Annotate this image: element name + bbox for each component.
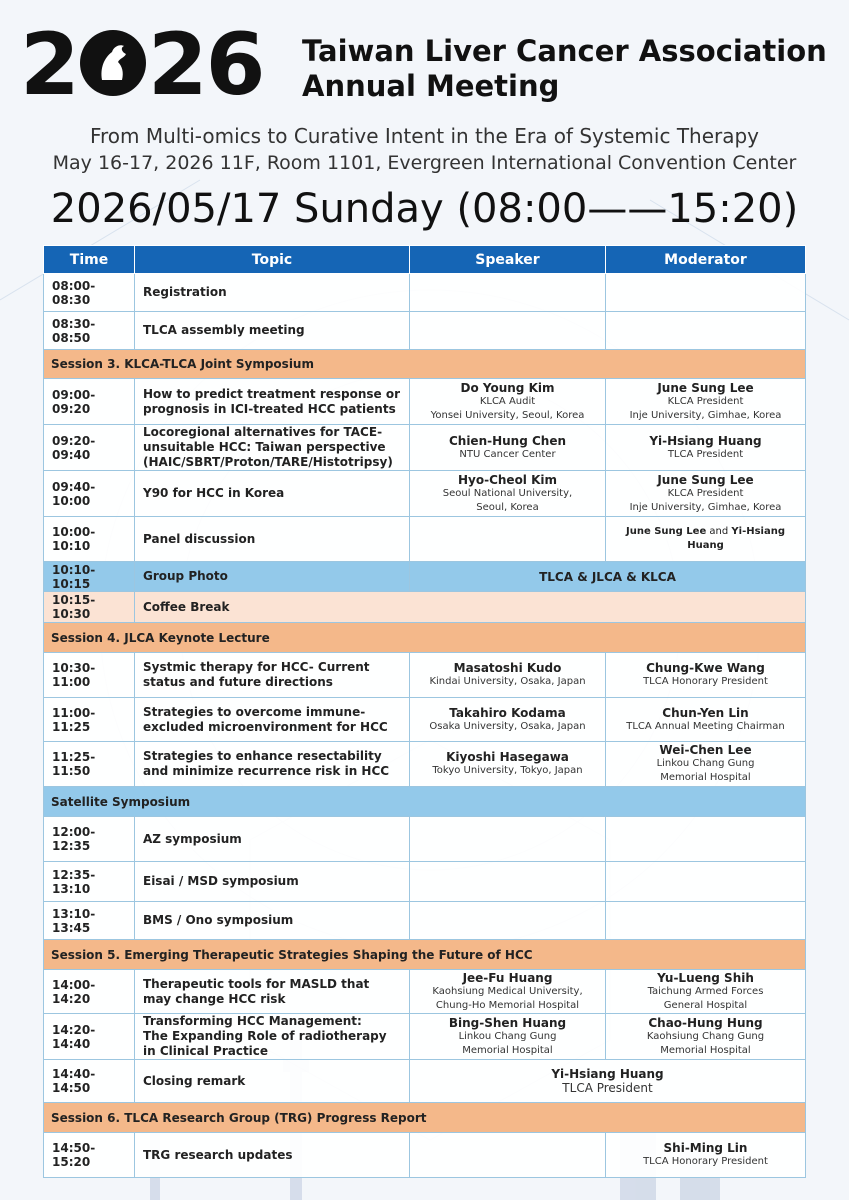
moderator-name: Yu-Lueng Shih	[657, 970, 754, 985]
moderator-affiliation: Taichung Armed Forces	[647, 985, 764, 997]
year-digit-right: 26	[147, 15, 264, 115]
horse-logo-icon	[80, 30, 146, 96]
row-moderator	[606, 471, 806, 517]
moderator-affiliation: KLCA President	[667, 487, 744, 499]
row-speaker	[410, 1014, 606, 1060]
speaker-name: Bing-Shen Huang	[448, 1015, 567, 1030]
moderator-name: Yi-Hsiang Huang	[649, 433, 762, 448]
row-moderator	[606, 742, 806, 787]
speaker-affiliation: Osaka University, Osaka, Japan	[429, 720, 586, 732]
row-moderator	[606, 902, 806, 940]
row-time: 09:40-10:00	[44, 471, 135, 517]
moderator-name: June Sung Lee	[657, 472, 754, 487]
speaker-affiliation: Kaohsiung Medical University,	[432, 985, 583, 997]
row-speaker	[410, 698, 606, 742]
row-topic: Strategies to enhance resectability and minimize recurrence risk in HCC	[135, 742, 410, 787]
row-speaker	[410, 1133, 606, 1178]
table-row	[44, 379, 806, 425]
row-time: 14:20-14:40	[44, 1014, 135, 1060]
session-title: Satellite Symposium	[44, 787, 806, 817]
speaker-affiliation: Seoul National University,	[442, 487, 573, 499]
row-speaker	[410, 471, 606, 517]
row-moderator	[606, 1133, 806, 1178]
coffee-break-row	[44, 592, 806, 623]
row-topic: Locoregional alternatives for TACE-unsuitable HCC: Taiwan perspective (HAIC/SBRT/Proton/TARE/Histotripsy)	[135, 425, 410, 471]
moderator-affiliation: TLCA Annual Meeting Chairman	[626, 720, 785, 732]
program-table	[43, 245, 806, 1178]
session-header-row	[44, 623, 806, 653]
row-topic: Coffee Break	[135, 592, 806, 623]
topic-line: in Clinical Practice	[143, 1044, 269, 1058]
meeting-title	[302, 34, 827, 104]
row-speaker	[410, 742, 606, 787]
moderator-name: June Sung Lee	[625, 526, 707, 537]
presenter-affiliation: TLCA President	[562, 1081, 653, 1095]
table-row	[44, 817, 806, 862]
table-row	[44, 471, 806, 517]
row-moderator	[606, 970, 806, 1014]
row-topic: TLCA assembly meeting	[135, 312, 410, 350]
col-header-moderator: Moderator	[606, 246, 806, 274]
moderator-conjunction: and	[706, 526, 732, 537]
moderator-affiliation: Memorial Hospital	[660, 1044, 751, 1056]
row-topic: TRG research updates	[135, 1133, 410, 1178]
moderator-affiliation: TLCA Honorary President	[643, 1156, 768, 1167]
meeting-date-venue: May 16-17, 2026 11F, Room 1101, Evergreen International Convention Center	[52, 152, 797, 174]
row-topic: Systmic therapy for HCC- Current status and future directions	[135, 653, 410, 698]
moderator-affiliation: Inje University, Gimhae, Korea	[629, 501, 782, 513]
row-time: 10:30-11:00	[44, 653, 135, 698]
row-moderator	[606, 517, 806, 562]
table-row	[44, 742, 806, 787]
row-speaker	[410, 817, 606, 862]
row-moderator	[606, 1014, 806, 1060]
topic-line: The Expanding Role of radiotherapy	[143, 1029, 387, 1043]
row-moderator	[606, 862, 806, 902]
table-row	[44, 698, 806, 742]
row-speaker	[410, 653, 606, 698]
row-speaker	[410, 862, 606, 902]
row-topic: Eisai / MSD symposium	[135, 862, 410, 902]
moderator-affiliation: KLCA President	[667, 395, 744, 407]
row-topic: Strategies to overcome immune-excluded microenvironment for HCC	[135, 698, 410, 742]
session-header-row	[44, 350, 806, 379]
row-topic	[135, 1014, 410, 1060]
speaker-name: Kiyoshi Hasegawa	[446, 750, 569, 764]
year-logo	[20, 15, 264, 115]
col-header-time: Time	[44, 246, 135, 274]
row-speaker	[410, 970, 606, 1014]
row-speaker	[410, 274, 606, 312]
row-time: 14:50-15:20	[44, 1133, 135, 1178]
satellite-header-row	[44, 787, 806, 817]
row-speaker	[410, 902, 606, 940]
table-row	[44, 902, 806, 940]
moderator-affiliation: General Hospital	[663, 999, 748, 1011]
col-header-speaker: Speaker	[410, 246, 606, 274]
moderator-name: June Sung Lee	[657, 380, 754, 395]
row-time: 10:15-10:30	[44, 592, 135, 623]
row-note: TLCA & JLCA & KLCA	[410, 562, 806, 592]
moderator-affiliation: Memorial Hospital	[660, 772, 751, 783]
row-moderator	[606, 379, 806, 425]
speaker-affiliation: NTU Cancer Center	[459, 448, 556, 460]
table-row	[44, 653, 806, 698]
speaker-affiliation: Chung-Ho Memorial Hospital	[435, 999, 580, 1011]
session-title: Session 4. JLCA Keynote Lecture	[44, 623, 806, 653]
topic-line: Transforming HCC Management:	[143, 1014, 362, 1028]
row-topic: How to predict treatment response or prognosis in ICI-treated HCC patients	[135, 379, 410, 425]
row-moderator	[606, 274, 806, 312]
day-heading: 2026/05/17 Sunday (08:00——15:20)	[50, 186, 799, 232]
row-topic: Panel discussion	[135, 517, 410, 562]
session-title: Session 5. Emerging Therapeutic Strategies Shaping the Future of HCC	[44, 940, 806, 970]
row-time: 14:40-14:50	[44, 1060, 135, 1103]
speaker-affiliation: KLCA Audit	[479, 395, 536, 407]
table-header-row	[44, 246, 806, 274]
table-row	[44, 970, 806, 1014]
year-digit-left: 2	[20, 15, 78, 115]
row-time: 11:00-11:25	[44, 698, 135, 742]
moderator-name: Shi-Ming Lin	[663, 1141, 748, 1155]
speaker-name: Chien-Hung Chen	[448, 433, 567, 448]
row-moderator	[606, 698, 806, 742]
moderator-affiliation: Linkou Chang Gung	[656, 758, 755, 769]
row-topic: Closing remark	[135, 1060, 410, 1103]
moderator-affiliation: Kaohsiung Chang Gung	[646, 1030, 765, 1042]
row-topic: Group Photo	[135, 562, 410, 592]
table-row	[44, 312, 806, 350]
moderator-affiliation: TLCA Honorary President	[643, 676, 768, 687]
title-line-1: Taiwan Liver Cancer Association	[302, 34, 827, 68]
speaker-affiliation: Seoul, Korea	[476, 501, 539, 513]
speaker-affiliation: Linkou Chang Gung	[458, 1030, 557, 1042]
row-speaker	[410, 425, 606, 471]
session-header-row	[44, 940, 806, 970]
speaker-name: Masatoshi Kudo	[453, 661, 562, 675]
row-moderator	[606, 312, 806, 350]
page-header	[0, 0, 849, 245]
row-time: 09:20-09:40	[44, 425, 135, 471]
row-topic: Registration	[135, 274, 410, 312]
moderator-affiliation: Inje University, Gimhae, Korea	[629, 409, 782, 421]
speaker-affiliation: Memorial Hospital	[462, 1044, 553, 1056]
table-row	[44, 862, 806, 902]
row-time: 10:10-10:15	[44, 562, 135, 592]
row-presenter	[410, 1060, 806, 1103]
moderator-affiliation: TLCA President	[667, 448, 744, 460]
row-moderator	[606, 653, 806, 698]
row-time: 11:25-11:50	[44, 742, 135, 787]
row-speaker	[410, 517, 606, 562]
moderator-name: Yi-Hsiang Huang	[687, 526, 785, 551]
table-row	[44, 1133, 806, 1178]
row-time: 09:00-09:20	[44, 379, 135, 425]
row-topic: AZ symposium	[135, 817, 410, 862]
table-row	[44, 274, 806, 312]
group-photo-row	[44, 562, 806, 592]
col-header-topic: Topic	[135, 246, 410, 274]
row-topic: Y90 for HCC in Korea	[135, 471, 410, 517]
moderator-name: Chung-Kwe Wang	[646, 661, 765, 675]
row-time: 10:00-10:10	[44, 517, 135, 562]
speaker-affiliation: Tokyo University, Tokyo, Japan	[432, 765, 583, 776]
row-time: 14:00-14:20	[44, 970, 135, 1014]
row-speaker	[410, 312, 606, 350]
row-time: 12:00-12:35	[44, 817, 135, 862]
row-speaker	[410, 379, 606, 425]
row-topic: Therapeutic tools for MASLD that may change HCC risk	[135, 970, 410, 1014]
speaker-affiliation: Yonsei University, Seoul, Korea	[430, 409, 585, 421]
row-time: 13:10-13:45	[44, 902, 135, 940]
session-title: Session 3. KLCA-TLCA Joint Symposium	[44, 350, 806, 379]
table-row	[44, 425, 806, 471]
moderator-name: Chao-Hung Hung	[648, 1015, 763, 1030]
row-time: 08:30-08:50	[44, 312, 135, 350]
moderator-name: Wei-Chen Lee	[659, 743, 752, 757]
row-moderator	[606, 425, 806, 471]
presenter-name: Yi-Hsiang Huang	[551, 1067, 664, 1081]
session-title: Session 6. TLCA Research Group (TRG) Progress Report	[44, 1103, 806, 1133]
speaker-name: Takahiro Kodama	[449, 705, 566, 720]
row-topic: BMS / Ono symposium	[135, 902, 410, 940]
table-row	[44, 1060, 806, 1103]
table-row	[44, 517, 806, 562]
session-header-row	[44, 1103, 806, 1133]
table-row	[44, 1014, 806, 1060]
row-time: 12:35-13:10	[44, 862, 135, 902]
row-moderator	[606, 817, 806, 862]
meeting-theme: From Multi-omics to Curative Intent in the Era of Systemic Therapy	[89, 124, 760, 148]
moderator-name: Chun-Yen Lin	[662, 705, 749, 720]
speaker-name: Jee-Fu Huang	[462, 970, 553, 985]
speaker-name: Hyo-Cheol Kim	[457, 472, 558, 487]
row-time: 08:00-08:30	[44, 274, 135, 312]
title-line-2: Annual Meeting	[302, 69, 560, 103]
speaker-name: Do Young Kim	[460, 380, 555, 395]
speaker-affiliation: Kindai University, Osaka, Japan	[429, 676, 586, 687]
